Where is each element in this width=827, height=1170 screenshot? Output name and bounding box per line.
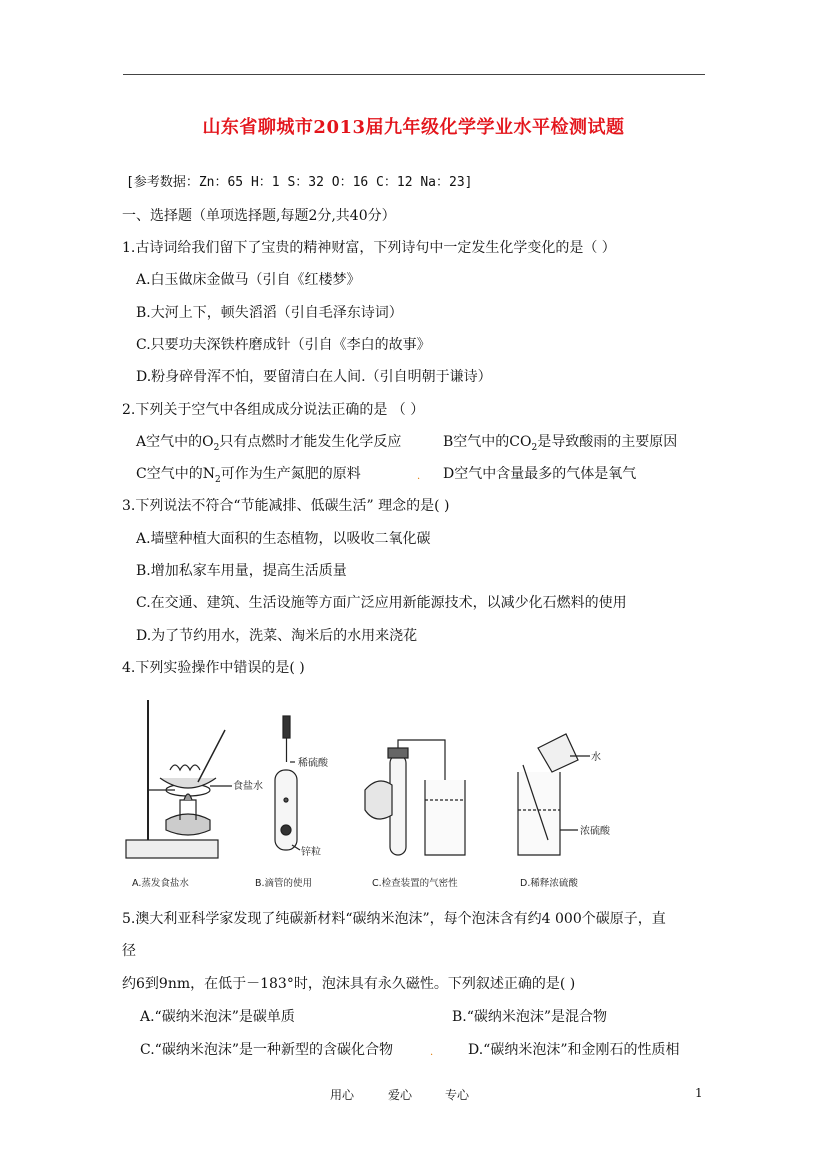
q1-option-c: C.只要功夫深铁杵磨成针（引自《李白的故事》 — [136, 337, 431, 353]
q4-figure — [120, 690, 660, 895]
q5-option-b: B.“碳纳米泡沫”是混合物 — [452, 1009, 608, 1025]
q5-option-a: A.“碳纳米泡沫”是碳单质 — [140, 1009, 295, 1025]
q5-option-d: D.“碳纳米泡沫”和金刚石的性质相 — [468, 1042, 680, 1058]
label-zinc: 锌粒 — [301, 847, 321, 858]
header-rule — [123, 74, 705, 75]
q1-stem: 1.古诗词给我们留下了宝贵的精神财富，下列诗句中一定发生化学变化的是（ ） — [122, 240, 616, 256]
footer-text-1: 用心 — [330, 1088, 355, 1102]
q3-option-c: C.在交通、建筑、生活设施等方面广泛应用新能源技术，以减少化石燃料的使用 — [136, 595, 627, 611]
q3-option-b: B.增加私家车用量，提高生活质量 — [136, 563, 347, 579]
q2-mark: . — [417, 471, 421, 482]
q2-stem: 2.下列关于空气中各组成成分说法正确的是 （ ） — [122, 402, 425, 418]
q5-option-c: C.“碳纳米泡沫”是一种新型的含碳化合物 — [140, 1042, 393, 1058]
q1-option-a: A.白玉做床金做马（引自《红楼梦》 — [136, 272, 361, 288]
q5-stem-line3: 约6到9nm，在低于－183°时，泡沫具有永久磁性。下列叙述正确的是( ) — [122, 976, 576, 992]
label-conc-acid: 浓硫酸 — [580, 826, 610, 837]
evaporation-apparatus — [126, 700, 232, 858]
label-salt-water: 食盐水 — [233, 781, 263, 792]
footer-text-2: 爱心 — [388, 1088, 413, 1102]
q2-option-a: A空气中的$O_2$只有点燃时才能发生化学反应 — [136, 434, 402, 453]
q5-mark: . — [430, 1047, 434, 1058]
q2-option-d: D空气中含量最多的气体是氧气 — [443, 466, 637, 482]
q2-option-c: C空气中的$N_2$可作为生产氮肥的原料 — [136, 466, 361, 485]
label-dilute-acid: 稀硫酸 — [298, 758, 328, 769]
q3-option-d: D.为了节约用水，洗菜、淘米后的水用来浇花 — [136, 628, 418, 644]
q4-stem: 4.下列实验操作中错误的是( ) — [122, 660, 305, 676]
dropper-apparatus — [275, 716, 300, 850]
caption-d: D.稀释浓硫酸 — [520, 878, 578, 889]
section-heading: 一、选择题（单项选择题,每题2分,共40分） — [122, 208, 396, 224]
airtightness-apparatus — [365, 740, 465, 855]
q2-option-b: B空气中的$CO_2$是导致酸雨的主要原因 — [443, 434, 678, 453]
reference-data: [参考数据：Zn：65 H：1 S：32 O：16 C：12 Na：23] — [126, 175, 473, 190]
q5-stem-line2: 径 — [122, 943, 136, 959]
q5-stem-line1: 5.澳大利亚科学家发现了纯碳新材料“碳纳米泡沫”，每个泡沫含有约4 000个碳原子，直 — [122, 911, 666, 927]
label-water: 水 — [591, 752, 601, 763]
caption-a: A.蒸发食盐水 — [132, 878, 189, 889]
q1-option-b: B.大河上下，顿失滔滔（引自毛泽东诗词） — [136, 305, 403, 321]
footer-text-3: 专心 — [445, 1088, 470, 1102]
q3-option-a: A.墙壁种植大面积的生态植物，以吸收二氧化碳 — [136, 531, 431, 547]
page-title: 山东省聊城市2013届九年级化学学业水平检测试题 — [202, 117, 625, 138]
caption-c: C.检查装置的气密性 — [372, 878, 458, 889]
caption-b: B.滴管的使用 — [255, 878, 313, 889]
page-number: 1 — [695, 1086, 703, 1100]
q3-stem: 3.下列说法不符合“节能减排、低碳生活” 理念的是( ) — [122, 498, 450, 514]
q1-option-d: D.粉身碎骨浑不怕，要留清白在人间.（引自明朝于谦诗） — [136, 369, 492, 385]
